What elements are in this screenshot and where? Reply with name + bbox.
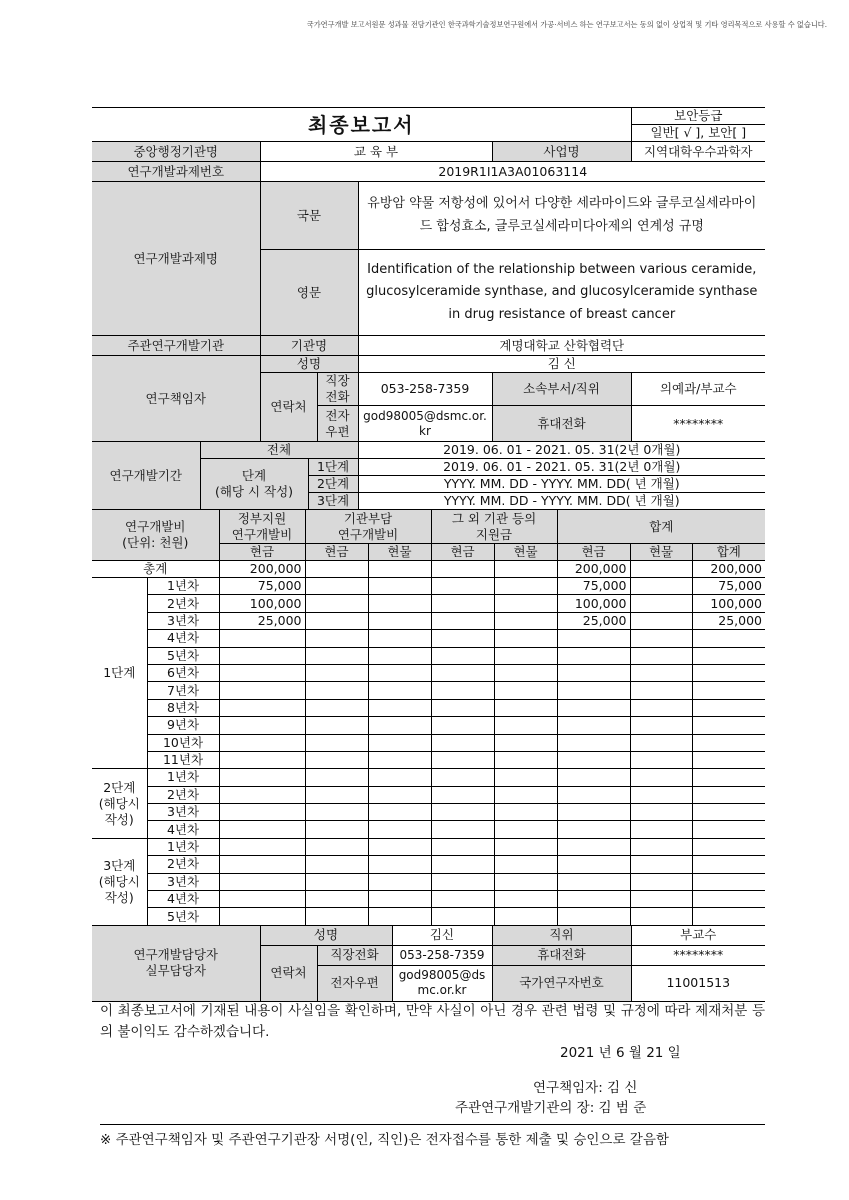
budget-cell [692,891,765,908]
copyright-notice: 국가연구개발 보고서원문 성과물 전담기관인 한국과학기술정보연구원에서 가공·서비스 하는 연구보고서는 동의 없이 상업적 및 기타 영리목적으로 사용할 수 없습니다. [306,20,827,29]
budget-cell [368,786,431,803]
budget-sub-cash: 현금 [431,544,494,561]
budget-cell [305,612,368,629]
budget-col-total: 합계 [557,510,765,544]
budget-cell [557,664,630,681]
budget-total-label: 총계 [92,561,219,578]
budget-cell [219,786,305,803]
budget-cell [305,838,368,855]
budget-cell [305,734,368,751]
budget-year-label: 8년차 [147,699,219,716]
budget-cell [494,769,557,786]
header-table [92,107,765,182]
budget-year-row [92,891,765,908]
budget-cell [692,630,765,647]
budget-cell [494,647,557,664]
staff-position-label: 직위 [492,925,631,945]
budget-cell [692,734,765,751]
project-title-kor-value: 유방암 약물 저항성에 있어서 다양한 세라마이드와 글루코실세라마이드 합성효소, 글루코실세라미다아제의 연계성 규명 [358,182,765,250]
pi-name-value: 김 신 [358,356,765,373]
staff-mobile-label: 휴대전화 [492,945,631,965]
budget-cell [494,664,557,681]
budget-cell [692,769,765,786]
budget-cell [431,647,494,664]
budget-cell [630,838,692,855]
budget-cell [368,578,431,595]
budget-year-row [92,682,765,699]
budget-cell [431,717,494,734]
budget-year-row [92,873,765,890]
budget-cell [368,595,431,612]
pi-email-label: 전자우편 [317,406,358,442]
budget-year-label: 5년차 [147,647,219,664]
budget-cell [557,786,630,803]
budget-cell: 75,000 [219,578,305,595]
budget-col-inst: 기관부담 연구개발비 [305,510,431,544]
budget-year-row [92,786,765,803]
budget-cell [431,734,494,751]
budget-cell [494,578,557,595]
budget-year-label: 7년차 [147,682,219,699]
institution-label: 주관연구개발기관 [92,336,260,356]
period-stage-label: 단계 (해당 시 작성) [200,459,308,510]
budget-cell [305,786,368,803]
budget-cell [692,699,765,716]
budget-cell [630,751,692,768]
budget-cell [494,821,557,838]
budget-cell [219,821,305,838]
budget-year-row [92,751,765,768]
budget-cell [305,891,368,908]
budget-cell [368,873,431,890]
budget-cell [431,838,494,855]
budget-year-label: 9년차 [147,717,219,734]
budget-cell: 25,000 [219,612,305,629]
budget-cell [557,804,630,821]
budget-year-row [92,856,765,873]
budget-year-row [92,595,765,612]
budget-cell [431,595,494,612]
budget-cell [494,786,557,803]
budget-cell [630,612,692,629]
budget-cell [431,908,494,925]
budget-cell [219,717,305,734]
budget-cell [557,630,630,647]
budget-year-row [92,821,765,838]
budget-cell [368,908,431,925]
project-title-eng-value: Identification of the relationship between various ceramide, glucosylceramide synthase, and glucosylceramide synthase in drug resistance of breast cancer [358,250,765,336]
budget-cell [692,751,765,768]
budget-cell [557,699,630,716]
budget-col-gov: 정부지원 연구개발비 [219,510,305,544]
budget-year-label: 2년차 [147,595,219,612]
ministry-value: 교 육 부 [260,142,492,162]
budget-cell [692,838,765,855]
budget-year-label: 4년차 [147,891,219,908]
report-cover-form [92,107,765,1002]
budget-cell [630,647,692,664]
budget-cell [630,717,692,734]
period-stage1-label: 1단계 [308,459,358,476]
budget-year-label: 1년차 [147,769,219,786]
budget-cell [305,873,368,890]
staff-contact-label: 연락처 [260,945,317,1001]
budget-cell [219,769,305,786]
budget-cell [630,786,692,803]
budget-cell [630,856,692,873]
program-label: 사업명 [492,142,631,162]
pi-name-label: 성명 [260,356,358,373]
budget-cell [431,804,494,821]
budget-cell [630,595,692,612]
staff-office-label: 직장전화 [317,945,392,965]
budget-cell [431,664,494,681]
budget-cell [305,804,368,821]
budget-cell [431,612,494,629]
budget-cell [557,856,630,873]
budget-cell [368,699,431,716]
budget-cell [305,856,368,873]
budget-cell [692,804,765,821]
budget-cell [305,595,368,612]
budget-year-row [92,838,765,855]
budget-total-row [92,561,765,578]
budget-cell [305,751,368,768]
pi-signature: 연구책임자: 김 신 [533,1080,638,1096]
budget-cell [692,786,765,803]
footnote: ※ 주관연구책임자 및 주관연구기관장 서명(인, 직인)은 전자접수를 통한 제출 및 승인으로 갈음함 [100,1124,765,1148]
budget-cell [219,908,305,925]
budget-cell [557,891,630,908]
budget-cell [305,630,368,647]
period-stage3-label: 3단계 [308,493,358,510]
budget-cell: 100,000 [557,595,630,612]
staff-email-label: 전자우편 [317,965,392,1001]
budget-year-row [92,664,765,681]
budget-cell [368,734,431,751]
budget-cell [494,804,557,821]
budget-cell [494,838,557,855]
budget-year-row [92,908,765,925]
budget-cell [557,908,630,925]
pi-office-label: 직장전화 [317,373,358,406]
security-label: 보안등급 [631,108,765,125]
budget-cell: 75,000 [557,578,630,595]
budget-cell [305,908,368,925]
budget-cell [692,873,765,890]
budget-year-row [92,630,765,647]
budget-cell [494,595,557,612]
budget-col-other: 그 외 기관 등의 지원금 [431,510,557,544]
budget-cell [431,821,494,838]
budget-cell [692,908,765,925]
budget-cell [557,682,630,699]
period-total-label: 전체 [200,442,358,459]
budget-sub-cash: 현금 [219,544,305,561]
staff-mobile-value: ******** [631,945,765,965]
budget-cell [431,682,494,699]
budget-cell [368,891,431,908]
pi-email-value: god98005@dsmc.or.kr [358,406,492,442]
budget-cell: 75,000 [692,578,765,595]
budget-year-label: 5년차 [147,908,219,925]
budget-cell [494,612,557,629]
budget-cell [630,699,692,716]
pi-dept-value: 의예과/부교수 [631,373,765,406]
budget-cell [219,856,305,873]
budget-cell [630,873,692,890]
budget-year-label: 4년차 [147,821,219,838]
budget-year-label: 1년차 [147,838,219,855]
pi-label: 연구책임자 [92,356,260,442]
budget-year-label: 10년차 [147,734,219,751]
budget-cell [431,856,494,873]
ministry-label: 중앙행정기관명 [92,142,260,162]
budget-cell [557,647,630,664]
budget-cell [494,856,557,873]
budget-cell [305,699,368,716]
budget-cell [630,908,692,925]
budget-cell [557,821,630,838]
budget-cell [692,682,765,699]
budget-cell [692,821,765,838]
budget-sub-sum: 합계 [692,544,765,561]
budget-year-label: 3년차 [147,612,219,629]
report-date: 2021 년 6 월 21 일 [560,1045,681,1061]
budget-year-row [92,612,765,629]
budget-cell [630,630,692,647]
budget-cell [494,630,557,647]
budget-cell [219,682,305,699]
budget-cell [368,838,431,855]
budget-year-label: 11년차 [147,751,219,768]
budget-cell [431,786,494,803]
project-no-value: 2019R1I1A3A01063114 [260,162,765,182]
period-total-value: 2019. 06. 01 - 2021. 05. 31(2년 0개월) [358,442,765,459]
budget-cell [494,682,557,699]
budget-cell [557,838,630,855]
budget-cell: 100,000 [219,595,305,612]
budget-cell [368,821,431,838]
budget-cell [219,751,305,768]
project-title-eng-label: 영문 [260,250,358,336]
budget-year-row [92,717,765,734]
project-info-table [92,181,765,442]
budget-cell: 100,000 [692,595,765,612]
budget-cell [692,856,765,873]
pledge-text: 이 최종보고서에 기재된 내용이 사실임을 확인하며, 만약 사실이 아닌 경우 관련 법령 및 규정에 따라 제재처분 등의 불이익도 감수하겠습니다. [100,1003,765,1040]
budget-cell [219,647,305,664]
budget-cell [557,751,630,768]
budget-cell [431,891,494,908]
project-title-label: 연구개발과제명 [92,182,260,336]
budget-year-row [92,769,765,786]
budget-cell [630,821,692,838]
budget-cell: 25,000 [692,612,765,629]
page-title: 최종보고서 [92,108,631,142]
staff-table [92,925,765,1002]
budget-cell [494,717,557,734]
period-stage2-value: YYYY. MM. DD - YYYY. MM. DD( 년 개월) [358,476,765,493]
pi-mobile-value: ******** [631,406,765,442]
budget-cell [219,664,305,681]
budget-cell [305,664,368,681]
staff-researcher-no-value: 11001513 [631,965,765,1001]
budget-table [92,509,765,926]
period-stage1-value: 2019. 06. 01 - 2021. 05. 31(2년 0개월) [358,459,765,476]
pi-mobile-label: 휴대전화 [492,406,631,442]
budget-cell [431,578,494,595]
budget-cell [630,804,692,821]
budget-cell [692,717,765,734]
budget-cell [494,751,557,768]
budget-cell [494,873,557,890]
budget-cell [557,769,630,786]
budget-cell [305,821,368,838]
budget-cell [305,682,368,699]
budget-sub-kind: 현물 [630,544,692,561]
budget-cell [494,734,557,751]
budget-year-row [92,734,765,751]
budget-cell [431,769,494,786]
budget-cell [630,578,692,595]
budget-cell: 200,000 [557,561,630,578]
budget-cell [630,891,692,908]
budget-year-label: 4년차 [147,630,219,647]
budget-cell [692,664,765,681]
budget-cell [368,682,431,699]
budget-cell [305,769,368,786]
budget-sub-cash: 현금 [305,544,368,561]
budget-sub-kind: 현물 [494,544,557,561]
budget-sub-cash: 현금 [557,544,630,561]
budget-cell [692,647,765,664]
period-table [92,441,765,510]
budget-year-row [92,578,765,595]
program-value: 지역대학우수과학자 [631,142,765,162]
budget-cell [305,717,368,734]
budget-cell [630,769,692,786]
budget-cell [368,612,431,629]
budget-cell [368,769,431,786]
pi-contact-label: 연락처 [260,373,317,442]
staff-name-label: 성명 [260,925,392,945]
budget-cell [368,804,431,821]
budget-sub-kind: 현물 [368,544,431,561]
budget-cell [305,647,368,664]
budget-cell [368,647,431,664]
budget-label: 연구개발비 (단위: 천원) [92,510,219,561]
pi-dept-label: 소속부서/직위 [492,373,631,406]
budget-cell [557,734,630,751]
budget-cell [630,664,692,681]
budget-cell [219,838,305,855]
staff-office-value: 053-258-7359 [392,945,492,965]
institution-head-signature: 주관연구개발기관의 장: 김 범 준 [455,1100,647,1116]
budget-year-row [92,699,765,716]
budget-year-label: 2년차 [147,856,219,873]
budget-cell [431,699,494,716]
budget-cell [368,717,431,734]
period-stage2-label: 2단계 [308,476,358,493]
institution-name-value: 계명대학교 산학협력단 [358,336,765,356]
stage2-budget-label: 2단계 (해당시 작성) [92,769,147,839]
budget-cell [368,630,431,647]
budget-cell: 25,000 [557,612,630,629]
budget-cell [557,717,630,734]
staff-label: 연구개발담당자 실무담당자 [92,925,260,1001]
budget-cell [431,873,494,890]
budget-cell [219,804,305,821]
budget-cell [630,682,692,699]
budget-cell [219,873,305,890]
budget-year-row [92,647,765,664]
security-value: 일반[ √ ], 보안[ ] [631,125,765,142]
staff-name-value: 김신 [392,925,492,945]
budget-cell [431,751,494,768]
pi-office-value: 053-258-7359 [358,373,492,406]
budget-cell: 200,000 [692,561,765,578]
period-label: 연구개발기간 [92,442,200,510]
institution-name-label: 기관명 [260,336,358,356]
budget-cell [368,751,431,768]
budget-cell [219,734,305,751]
budget-cell [305,578,368,595]
budget-year-label: 3년차 [147,873,219,890]
budget-year-row [92,804,765,821]
budget-cell [431,630,494,647]
budget-cell [219,630,305,647]
budget-year-label: 1년차 [147,578,219,595]
budget-rows [92,578,765,926]
budget-cell [494,891,557,908]
budget-cell [219,891,305,908]
period-stage3-value: YYYY. MM. DD - YYYY. MM. DD( 년 개월) [358,493,765,510]
budget-cell [368,664,431,681]
project-title-kor-label: 국문 [260,182,358,250]
staff-email-value: god98005@dsmc.or.kr [392,965,492,1001]
budget-cell [368,856,431,873]
staff-researcher-no-label: 국가연구자번호 [492,965,631,1001]
budget-cell [494,699,557,716]
stage3-budget-label: 3단계 (해당시 작성) [92,838,147,925]
budget-year-label: 6년차 [147,664,219,681]
budget-cell [219,699,305,716]
project-no-label: 연구개발과제번호 [92,162,260,182]
stage1-budget-label: 1단계 [92,578,147,769]
budget-cell [557,873,630,890]
budget-cell [630,734,692,751]
staff-position-value: 부교수 [631,925,765,945]
budget-cell [494,908,557,925]
budget-cell: 200,000 [219,561,305,578]
budget-year-label: 3년차 [147,804,219,821]
budget-year-label: 2년차 [147,786,219,803]
